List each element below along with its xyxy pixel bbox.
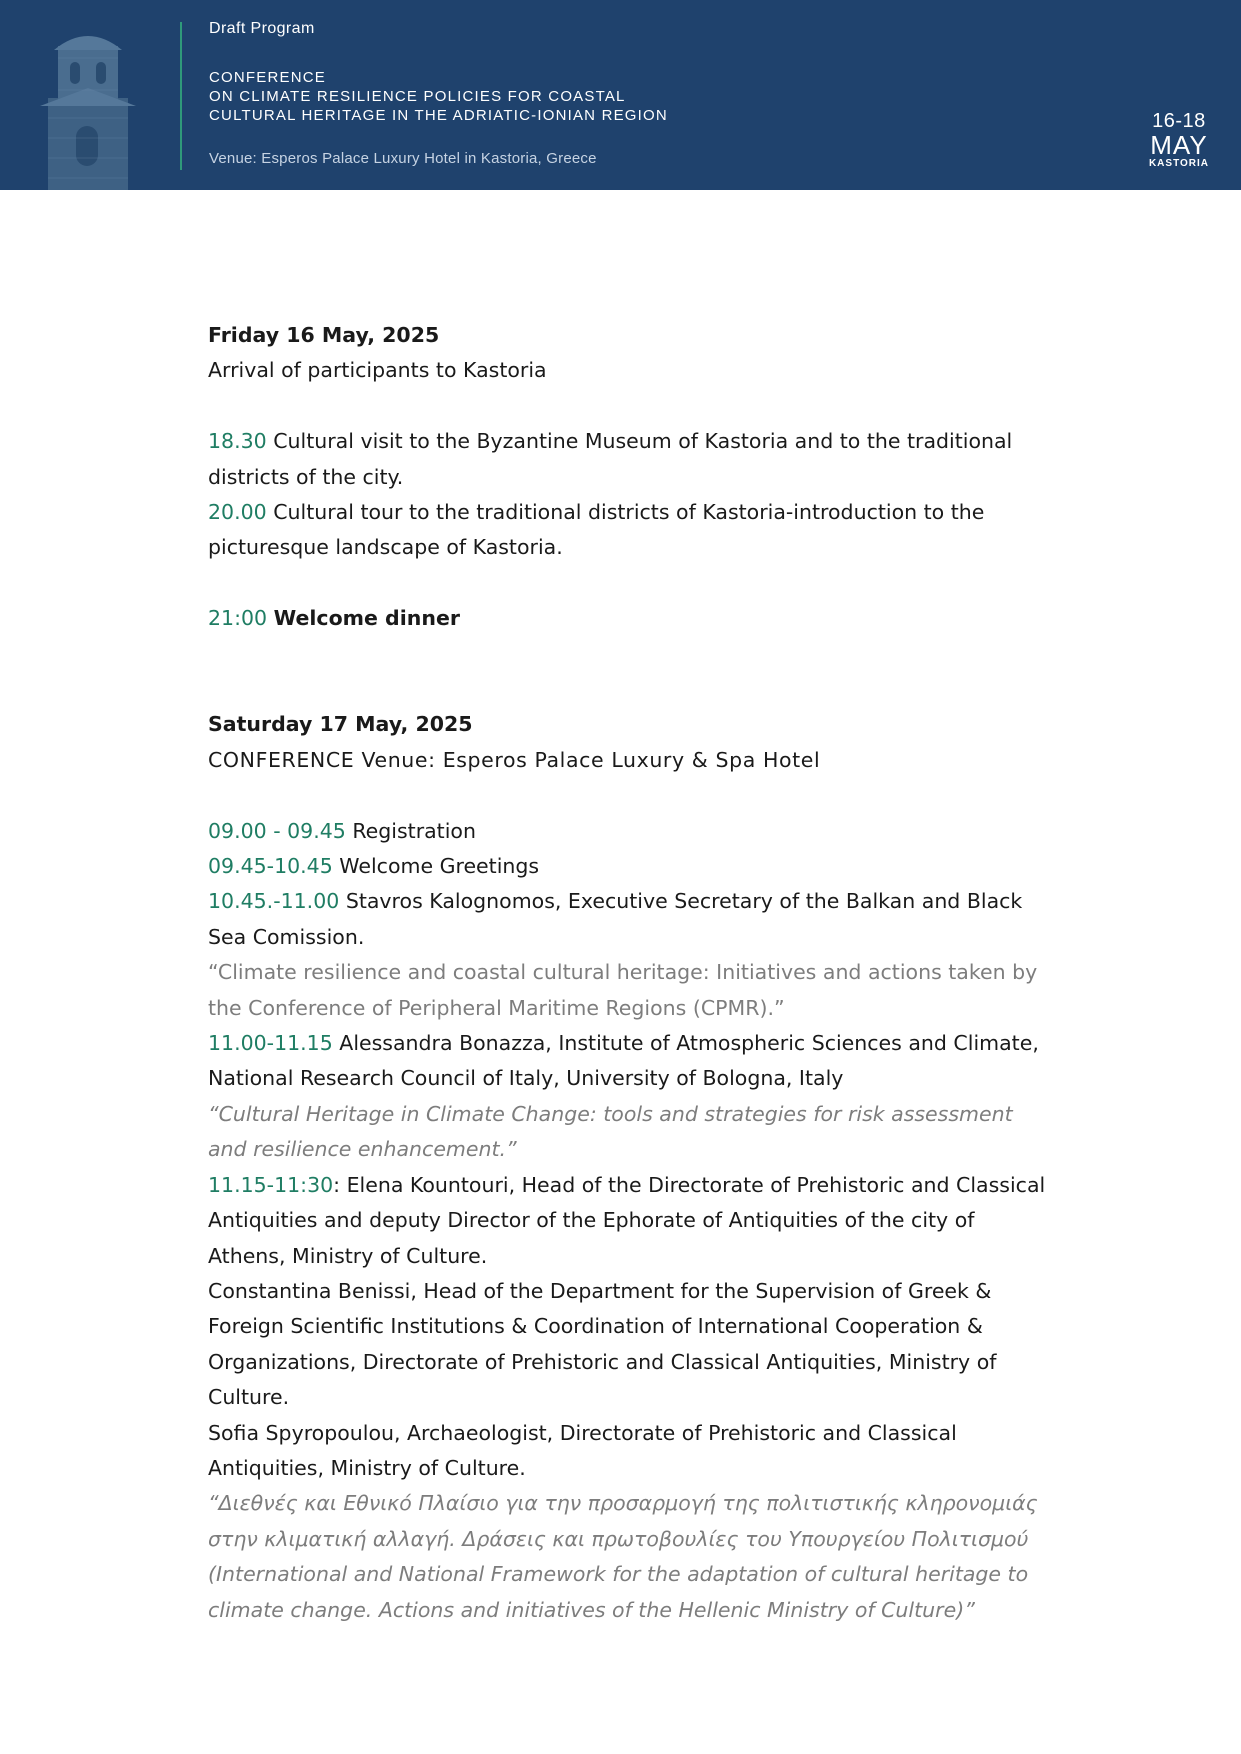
day-heading: Saturday 17 May, 2025 — [208, 712, 473, 737]
item-text: : Elena Kountouri, Head of the Directorate of Prehistoric and Classical Antiquities and deputy Director of the Ephorate of Antiquities of the city of Athens, Ministry of Culture. — [208, 1172, 1046, 1268]
time-label: 09.45-10.45 — [208, 854, 333, 879]
date-badge — [1149, 110, 1209, 170]
item-text: Welcome dinner — [273, 606, 460, 631]
talk-title: “Διεθνές και Εθνικό Πλαίσιο για την προσαρμογή της πολιτιστικής κληρονομιάς στην κλιματική αλλαγή. Δράσεις και πρωτοβουλίες του Υπουργείου Πολιτισμού (International and National Framework for the adaptation of cultural heritage to climate change. Actions and initiatives of the Hellenic Ministry of Culture)” — [208, 1491, 1038, 1622]
schedule-item — [208, 1168, 1048, 1274]
speaker-text: Constantina Benissi, Head of the Department for the Supervision of Greek & Foreign Scientific Institutions & Coordination of International Cooperation & Organizations, Directorate of Prehistoric and Classical Antiquities, Ministry of Culture. — [208, 1278, 997, 1410]
date-month: MAY — [1150, 130, 1208, 160]
header-divider — [180, 22, 182, 170]
schedule-item — [208, 884, 1048, 955]
time-label: 10.45.-11.00 — [208, 889, 340, 914]
header-venue: Venue: Esperos Palace Luxury Hotel in Kastoria, Greece — [209, 150, 597, 167]
item-text: Stavros Kalognomos, Executive Secretary of the Balkan and Black Sea Comission. — [208, 889, 1023, 949]
time-label: 11.15-11:30 — [208, 1172, 334, 1197]
conference-venue: CONFERENCE Venue: Esperos Palace Luxury & Spa Hotel — [208, 747, 821, 772]
day-heading: Friday 16 May, 2025 — [208, 323, 440, 347]
item-text: Cultural tour to the traditional districts of Kastoria-introduction to the picturesque landscape of Kastoria. — [208, 500, 985, 560]
item-text: Cultural visit to the Byzantine Museum of Kastoria and to the traditional districts of the city. — [208, 429, 1013, 489]
program-content — [208, 318, 1048, 1628]
title-line: CONFERENCE — [209, 69, 327, 86]
item-text: Welcome Greetings — [332, 854, 540, 879]
draft-label: Draft Program — [209, 20, 315, 37]
time-label: 09.00 - 09.45 — [208, 818, 346, 843]
talk-title: “Cultural Heritage in Climate Change: tools and strategies for risk assessment and resilience enhancement.” — [208, 1101, 1013, 1162]
schedule-item — [208, 495, 1048, 566]
date-range: 16-18 — [1152, 110, 1206, 132]
schedule-item — [208, 601, 1048, 636]
time-label: 11.00-11.15 — [208, 1031, 333, 1056]
schedule-item — [208, 849, 1048, 884]
schedule-item — [208, 814, 1048, 849]
arrival-text: Arrival of participants to Kastoria — [208, 358, 547, 383]
schedule-item — [208, 424, 1048, 495]
schedule-item — [208, 1026, 1048, 1097]
header-banner — [0, 0, 1241, 190]
time-label: 18.30 — [208, 429, 267, 454]
title-line: ON CLIMATE RESILIENCE POLICIES FOR COASTAL — [209, 88, 626, 105]
time-label: 21:00 — [208, 606, 268, 631]
item-text: Registration — [345, 818, 476, 843]
talk-title: “Climate resilience and coastal cultural heritage: Initiatives and actions taken by the Conference of Peripheral Maritime Regions (CPMR).” — [208, 960, 1038, 1020]
speaker-text: Sofia Spyropoulou, Archaeologist, Directorate of Prehistoric and Classical Antiquities, Ministry of Culture. — [208, 1420, 957, 1480]
church-tower-image — [30, 28, 145, 190]
conference-title — [209, 68, 668, 125]
date-city: KASTORIA — [1148, 158, 1209, 169]
time-label: 20.00 — [208, 500, 267, 525]
item-text: Alessandra Bonazza, Institute of Atmospheric Sciences and Climate, National Research Council of Italy, University of Bologna, Italy — [208, 1031, 1039, 1091]
title-line: CULTURAL HERITAGE IN THE ADRIATIC-IONIAN REGION — [209, 107, 668, 124]
